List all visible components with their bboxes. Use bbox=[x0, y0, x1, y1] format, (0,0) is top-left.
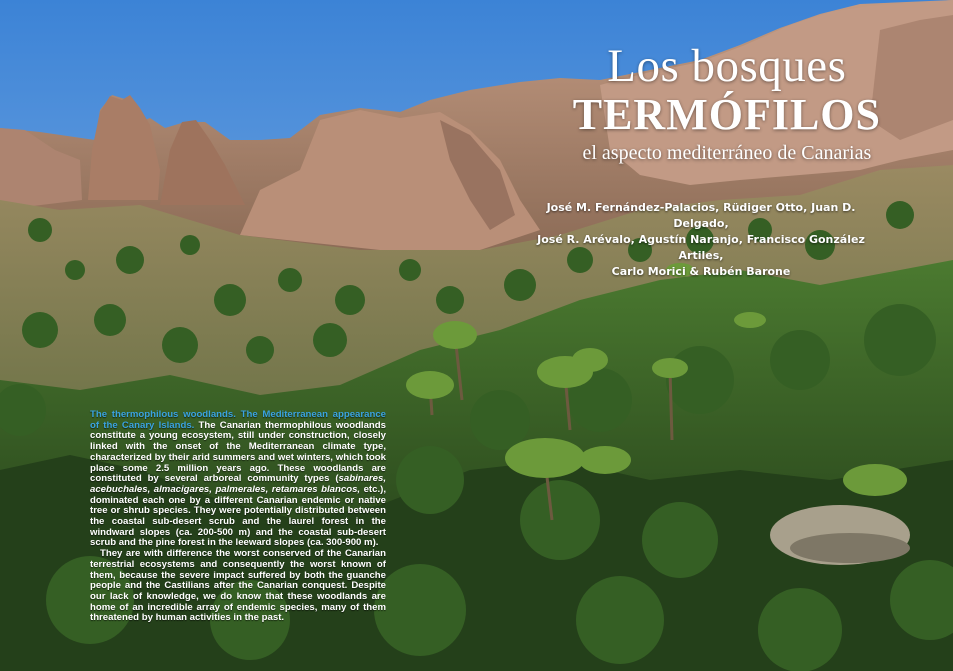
title-line-2: TERMÓFILOS bbox=[572, 90, 881, 139]
author-list bbox=[520, 200, 882, 280]
subtitle: el aspecto mediterráneo de Canarias bbox=[582, 142, 872, 164]
authors-line-1: José M. Fernández-Palacios, Rüdiger Otto, Juan D. Delgado, bbox=[546, 201, 856, 230]
title-line-1: Los bosques bbox=[607, 40, 847, 92]
abstract-text-b: etc.), dominated each one by a different Canarian endemic or native tree or shrub species. They were potentially distributed between the coastal sub-desert scrub and the laurel forest in the windward slopes (ca. 200-500 m) and the coastal sub-desert scrub and the pine forest in the leeward slopes (ca. 300-900 m). bbox=[90, 483, 386, 549]
article-title-block bbox=[573, 40, 881, 166]
abstract-paragraph-2: They are with difference the worst conserved of the Canarian terrestrial ecosystems and consequently the worst known of them, because the severe impact suffered by both the guanche people and the Castilians after the Canarian conquest. Despite our lack of knowledge, we do know that these woodlands are home of an incredible array of endemic species, many of them threatened by human activities in the past. bbox=[90, 548, 386, 624]
cliff-shadow-2 bbox=[870, 15, 953, 140]
abstract-paragraph-1 bbox=[90, 410, 386, 549]
english-abstract bbox=[90, 410, 386, 624]
abstract-lead: The thermophilous woodlands. The Mediterranean appearance of the Canary Islands. bbox=[90, 409, 386, 431]
authors-line-2: José R. Arévalo, Agustín Naranjo, Francisco González Artiles, bbox=[537, 233, 865, 262]
abstract-italic-terms: sabinares, acebuchales, almacigares, palmerales, retamares blancos, bbox=[90, 473, 386, 495]
abstract-text-a: The Canarian thermophilous woodlands constitute a young ecosystem, still under construction, closely linked with the onset of the Mediterranean climate type, characterized by their arid summers and wet winters, which took place some 2.5 million years ago. These woodlands are constituted by several arboreal community types ( bbox=[90, 419, 386, 485]
authors-line-3: Carlo Morici & Rubén Barone bbox=[611, 265, 791, 278]
boulder-shadow bbox=[790, 533, 910, 563]
